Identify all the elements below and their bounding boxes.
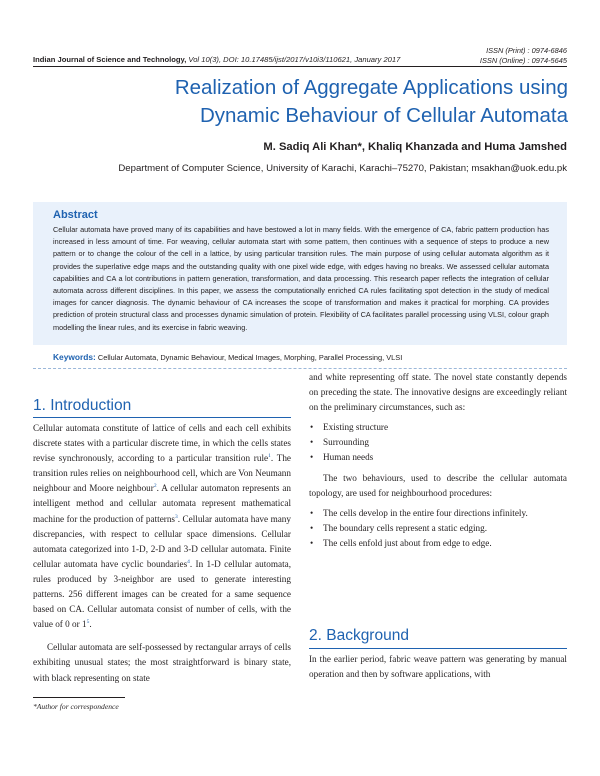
footnote: *Author for correspondence [33,702,119,711]
keywords-text: Cellular Automata, Dynamic Behaviour, Medical Images, Morphing, Parallel Processing, VLSI [97,353,403,362]
section-1-heading: 1. Introduction [33,397,132,414]
paper-title [60,74,568,130]
keywords-label: Keywords: [53,352,96,362]
ref-5[interactable]: 5 [86,619,90,626]
intro-paragraph-3: and white representing off state. The novel state constantly depends on preceding the state. The innovative designs are exceedingly reliant on the preliminary circumstances, such as: [309,372,567,413]
list-item: • The cells enfold just about from edge to edge. [309,536,567,551]
issn-print: ISSN (Print) : 0974-6846 [486,46,567,55]
intro-paragraph-4: The two behaviours, used to describe the cellular automata topology, are used for neighbourhood procedures: [309,472,567,498]
section-2-rule [309,648,567,649]
ref-3[interactable]: 3 [175,513,178,520]
list-item: • Existing structure [309,420,567,435]
ref-4[interactable]: 4 [187,558,190,565]
abstract-heading: Abstract [53,209,98,221]
abstract-text: Cellular automata have proved many of its capabilities and have bestowed a lot in many fields. With the emergence of CA, fabric pattern production has increased in less amount of time. For weaving, cellular automata start with some pattern, then continues with a sequence of steps to produce a new pattern or to change the colour of the cell in a lattice, by using particular transition rules. The main purpose of using cellular automata algorithm as it provides the superlative edge maps and the outstanding quality with one pixel wide edge, with edges having no breaks. We assessed cellular automata capabilities and CA a lot contributions in pattern generation, transformation, and data processing. This research paper reflects the integration of cellular automata across different disciplines. In this paper, we assess the computationally enriched CA rules facilitating spot detection in the study of medical images for cancer diagnosis. The dynamic behaviour of CA increases the scope of transformation and makes it practical for morphing. CA provides prediction of protein structural class and processes dynamic simulation of protein. Flexibility of CA facilitates parallel processing using VLSI, colour graph modelling the linear rules, and its exercise in fabric weaving. [53,225,549,332]
list-item: • Surrounding [309,435,567,450]
journal-name: Indian Journal of Science and Technology, [33,55,187,64]
intro-paragraph-2: Cellular automata are self-possessed by rectangular arrays of cells exhibiting unusual states; the most straightforward is binary state, with black representing on state [33,642,291,683]
behaviours-list [309,506,567,551]
affiliation: Department of Computer Science, University of Karachi, Karachi–75270, Pakistan; msakhan@uok.edu.pk [118,163,567,174]
left-column [33,421,291,686]
section-2-heading: 2. Background [309,627,409,644]
list-item: • Human needs [309,450,567,465]
journal-citation [33,55,567,64]
author-list: M. Sadiq Ali Khan*, Khaliq Khanzada and Huma Jamshed [263,141,567,153]
list-item: • The boundary cells represent a static edging. [309,521,567,536]
ref-2[interactable]: 2 [153,483,157,490]
issn-online: ISSN (Online) : 0974-5645 [479,56,567,65]
right-column [309,370,567,556]
section-1-rule [33,417,291,418]
header-rule [33,66,567,67]
conditions-list [309,420,567,465]
footnote-rule [33,697,125,698]
keywords-rule [33,368,567,369]
ref-1[interactable]: 1 [268,453,271,460]
title-line-2: Dynamic Behaviour of Cellular Automata [199,104,568,127]
background-column [309,652,567,682]
journal-details: Vol 10(3), DOI: 10.17485/ijst/2017/v10i3/110621, January 2017 [186,55,401,64]
title-line-1: Realization of Aggregate Applications using [174,76,568,99]
keywords [53,352,567,362]
intro-paragraph-1: Cellular automata constitute of lattice of cells and each cell exhibits discrete states with a particular discrete time, in which the cells states revise synchronously, according to a particular transition rule$^1$. The transition rules relies on neighbourhood cell, which are Von Neumann neighbour and Moore neighbour$^2$. A cellular automaton represents an intelligent method and cellular automata represent mathematical machine for the production of patterns$^3$. Cellular automata have many discrepancies, with respect to cellular space dimensions. Cellular automata categorized into 1-D, 2-D and 3-D cellular automata. Finite cellular automata have cyclic boundaries$^4$. In 1-D cellular automata, rules produced by 3-neighbor are used to generate interesting patterns. 256 different images can be created for a same sequence based on CA. Cellular automata consist of number of cells, with the value of 0 or $1^5$. [33,423,292,630]
background-paragraph-1: In the earlier period, fabric weave pattern was generating by manual operation and then by software applications, with [309,654,567,680]
list-item: • The cells develop in the entire four directions infinitely. [309,506,567,521]
